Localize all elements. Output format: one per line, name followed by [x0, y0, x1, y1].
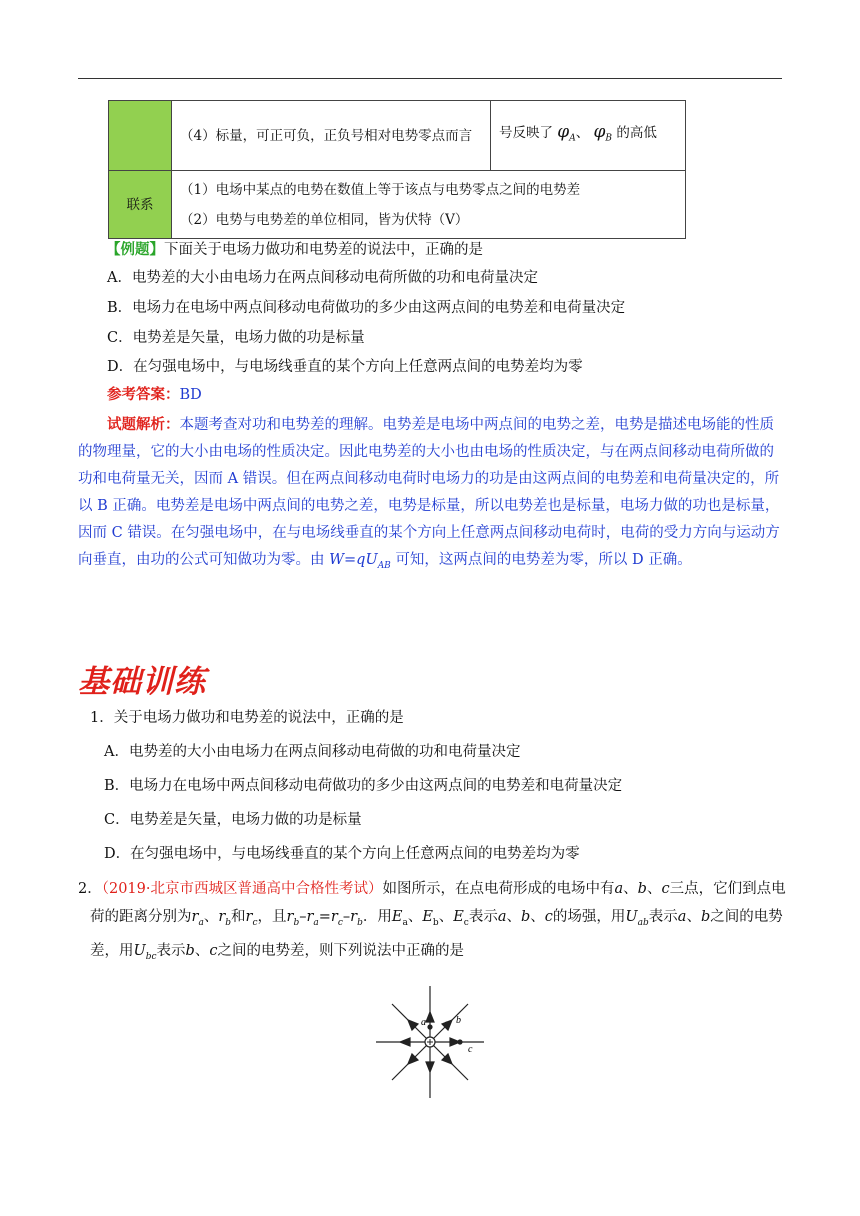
q1-option-d: D．在匀强电场中，与电场线垂直的某个方向上任意两点间的电势差均为零	[104, 846, 580, 862]
answer-value: BD	[179, 387, 202, 403]
q2-stem: 2．（2019·北京市西城区普通高中合格性考试）如图所示，在点电荷形成的电场中有a、b、c三点，它们到点电荷的距离分别为$r_a$、$r_b$和$r_c$，且$r_b-r_a=r_c-r_b$．用$E_a$、$E_b$、$E_c$表示a、b、c的场强，用$U_{ab}$表示a、b之间的电势差，用$U_{bc}$表示b、c之间的电势差，则下列说法中正确的是	[78, 881, 786, 962]
comparison-table	[108, 100, 686, 239]
example-option-c: C．电势差是矢量，电场力做的功是标量	[107, 330, 365, 346]
point-charge-field-figure	[370, 982, 490, 1102]
answer-label: 参考答案：	[107, 386, 180, 403]
q1-option-a: A．电势差的大小由电场力在两点间移动电荷做的功和电荷量决定	[104, 744, 521, 760]
answer-line	[107, 385, 202, 405]
row-label-relation: 联系	[109, 171, 172, 239]
analysis-label: 试题解析：	[107, 416, 180, 433]
example-option-b: B．电场力在电场中两点间移动电荷做功的多少由这两点间的电势差和电荷量决定	[107, 300, 626, 316]
potential-sign-description: 号反映了 $\varphi_A$、 $\varphi_B$ 的高低	[491, 101, 686, 171]
point-c	[458, 1040, 462, 1044]
q1-option-b: B．电场力在电场中两点间移动电荷做功的多少由这两点间的电势差和电荷量决定	[104, 778, 623, 794]
label-a: a	[421, 1017, 426, 1028]
q1-option-c: C．电势差是矢量，电场力做的功是标量	[104, 812, 362, 828]
arrow-left	[400, 1038, 410, 1046]
arrow-up	[426, 1012, 434, 1022]
header-rule	[78, 78, 782, 79]
example-option-d: D．在匀强电场中，与电场线垂直的某个方向上任意两点间的电势差均为零	[107, 359, 583, 375]
example-tag: 【例题】	[106, 241, 164, 258]
point-a	[428, 1025, 432, 1029]
label-b: b	[456, 1015, 461, 1026]
q1-stem: 1．关于电场力做功和电势差的说法中，正确的是	[90, 710, 404, 726]
example-option-a: A．电势差的大小由电场力在两点间移动电荷所做的功和电荷量决定	[107, 270, 538, 286]
label-c: c	[468, 1044, 473, 1055]
analysis-paragraph: 试题解析：本题考查对功和电势差的理解。电势差是电场中两点间的电势之差，电势是描述电场能的性质的物理量，它的大小由电场的性质决定。因此电势差的大小也由电场的性质决定，与在两点间移动电荷所做的功和电荷量无关，因而 A 错误。但在两点间移动电荷时电场力的功是由这两点间的电势差和电荷量决定的，所以 B 正确。电势差是电场中两点间的电势之差，电势是标量，所以电势差也是标量，电场力做的功也是标量，因而 C 错误。在匀强电场中，在与电场线垂直的某个方向上任意两点间移动电荷时，电荷的受力方向与运动方向垂直，由功的公式可知做功为零。由 $W=qU_{AB}$ 可知，这两点间的电势差为零，所以 D 正确。	[78, 416, 780, 571]
q2-source: （2019·北京市西城区普通高中合格性考试）	[101, 881, 383, 897]
relation-cell	[172, 171, 686, 239]
relation-line-2: （2）电势与电势差的单位相同，皆为伏特（V）	[180, 211, 469, 228]
arrow-down	[426, 1062, 434, 1072]
example-question: 【例题】下面关于电场力做功和电势差的说法中，正确的是	[106, 241, 483, 258]
relation-line-1: （1）电场中某点的电势在数值上等于该点与电势零点之间的电势差	[180, 181, 581, 198]
row-label-empty	[109, 101, 172, 171]
point-b	[445, 1022, 449, 1026]
section-title: 基础训练	[78, 664, 206, 700]
scalar-description: （4）标量，可正可负，正负号相对电势零点而言	[172, 101, 491, 171]
